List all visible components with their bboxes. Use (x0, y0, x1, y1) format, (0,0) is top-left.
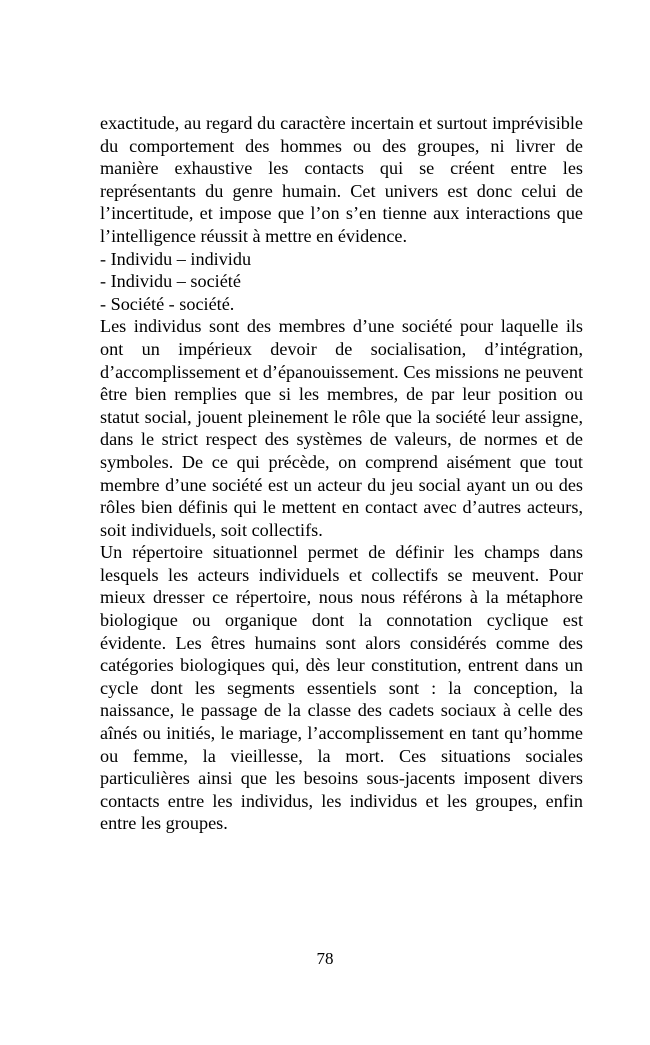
paragraph-continuation: exactitude, au regard du caractère incertain et surtout imprévisible du comportement des hommes ou des groupes, ni livrer de manière exhaustive les contacts qui se créent entre les représentants du genre humain. Cet univers est donc celui de l’incertitude, et impose que l’on s’en tienne aux interactions que l’intelligence réussit à mettre en évidence. (100, 113, 583, 246)
list-item-societe-societe: - Société - société. (100, 293, 235, 314)
paragraph-repertoire: Un répertoire situationnel permet de définir les champs dans lesquels les acteurs individuels et collectifs se meuvent. Pour mieux dresser ce répertoire, nous nous référons à la métaphore biologique ou organique dont la connotation cyclique est évidente. Les êtres humains sont alors considérés comme des catégories biologiques qui, dès leur constitution, entrent dans un cycle dont les segments essentiels sont : la conception, la naissance, le passage de la classe des cadets sociaux à celle des aînés ou initiés, le mariage, l’accomplissement en tant qu’homme ou femme, la vieillesse, la mort. Ces situations sociales particulières ainsi que les besoins sous-jacents imposent divers contacts entre les individus, les individus et les groupes, enfin entre les groupes. (100, 542, 583, 834)
paragraph-individus: Les individus sont des membres d’une société pour laquelle ils ont un impérieux devoir de socialisation, d’intégration, d’accomplissement et d’épanouissement. Ces missions ne peuvent être bien remplies que si les membres, de par leur position ou statut social, jouent pleinement le rôle que la société leur assigne, dans le strict respect des systèmes de valeurs, de normes et de symboles. De ce qui précède, on comprend aisément que tout membre d’une société est un acteur du jeu social ayant un ou des rôles bien définis qui le mettent en contact avec d’autres acteurs, soit individuels, soit collectifs. (100, 316, 583, 540)
page-body (100, 112, 583, 835)
list-item-individu-individu: - Individu – individu (100, 248, 252, 269)
page-number: 78 (316, 949, 334, 968)
list-item-individu-societe: - Individu – société (100, 271, 241, 292)
